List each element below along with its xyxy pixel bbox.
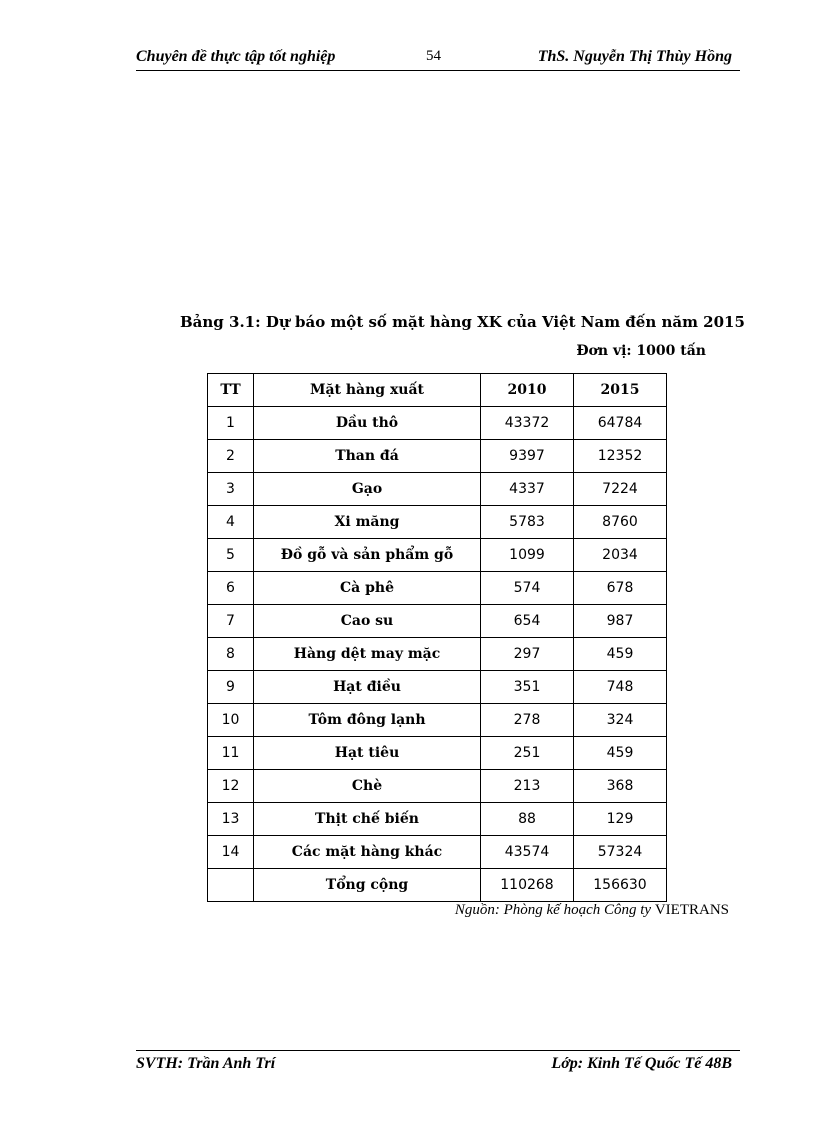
- value-2010: 1099: [481, 539, 574, 572]
- table-row: [208, 671, 667, 704]
- footer-class: Lớp: Kinh Tế Quốc Tế 48B: [551, 1055, 732, 1072]
- row-number: 8: [208, 638, 254, 671]
- value-2015: 987: [574, 605, 667, 638]
- value-2010: 297: [481, 638, 574, 671]
- source-label: Nguồn: Phòng kế hoạch Công ty: [454, 902, 655, 918]
- product-name: Hàng dệt may mặc: [254, 638, 481, 671]
- table-row: [208, 572, 667, 605]
- page-footer: [136, 1050, 740, 1075]
- row-number: 13: [208, 803, 254, 836]
- product-name: Hạt điều: [254, 671, 481, 704]
- product-name: Tôm đông lạnh: [254, 704, 481, 737]
- row-number: 12: [208, 770, 254, 803]
- product-name: Dầu thô: [254, 407, 481, 440]
- table-total-row: [208, 869, 667, 902]
- value-2015: 156630: [574, 869, 667, 902]
- table-row: [208, 803, 667, 836]
- product-name: Than đá: [254, 440, 481, 473]
- row-number: 4: [208, 506, 254, 539]
- value-2010: 110268: [481, 869, 574, 902]
- value-2015: 12352: [574, 440, 667, 473]
- table-row: [208, 407, 667, 440]
- source-organization: VIETRANS: [654, 902, 729, 918]
- header-2010: 2010: [481, 374, 574, 407]
- table-row: [208, 539, 667, 572]
- product-name: Hạt tiêu: [254, 737, 481, 770]
- value-2015: 129: [574, 803, 667, 836]
- header-thesis-title: Chuyên đề thực tập tốt nghiệp: [136, 48, 336, 65]
- row-number: 1: [208, 407, 254, 440]
- value-2015: 324: [574, 704, 667, 737]
- product-name: Gạo: [254, 473, 481, 506]
- table-row: [208, 704, 667, 737]
- value-2015: 2034: [574, 539, 667, 572]
- value-2010: 4337: [481, 473, 574, 506]
- row-number: 5: [208, 539, 254, 572]
- product-name: Tổng cộng: [254, 869, 481, 902]
- page-number: 54: [426, 48, 441, 64]
- footer-student: SVTH: Trần Anh Trí: [136, 1055, 276, 1072]
- value-2015: 64784: [574, 407, 667, 440]
- table-unit: Đơn vị: 1000 tấn: [576, 343, 706, 359]
- value-2010: 278: [481, 704, 574, 737]
- header-advisor: ThS. Nguyễn Thị Thùy Hồng: [537, 48, 732, 65]
- table-body: [208, 407, 667, 902]
- table-row: [208, 770, 667, 803]
- value-2010: 9397: [481, 440, 574, 473]
- value-2010: 654: [481, 605, 574, 638]
- table-row: [208, 473, 667, 506]
- row-number: 11: [208, 737, 254, 770]
- value-2015: 678: [574, 572, 667, 605]
- table-row: [208, 737, 667, 770]
- value-2010: 213: [481, 770, 574, 803]
- product-name: Cà phê: [254, 572, 481, 605]
- value-2015: 8760: [574, 506, 667, 539]
- row-number: 2: [208, 440, 254, 473]
- table-row: [208, 440, 667, 473]
- value-2015: 368: [574, 770, 667, 803]
- value-2010: 88: [481, 803, 574, 836]
- product-name: Cao su: [254, 605, 481, 638]
- value-2010: 5783: [481, 506, 574, 539]
- row-number: 10: [208, 704, 254, 737]
- product-name: Các mặt hàng khác: [254, 836, 481, 869]
- value-2015: 459: [574, 737, 667, 770]
- table-row: [208, 638, 667, 671]
- value-2015: 7224: [574, 473, 667, 506]
- header-product: Mặt hàng xuất: [254, 374, 481, 407]
- value-2010: 574: [481, 572, 574, 605]
- table-row: [208, 605, 667, 638]
- product-name: Chè: [254, 770, 481, 803]
- product-name: Xi măng: [254, 506, 481, 539]
- table-header-row: [208, 374, 667, 407]
- row-number: [208, 869, 254, 902]
- row-number: 3: [208, 473, 254, 506]
- value-2010: 351: [481, 671, 574, 704]
- row-number: 14: [208, 836, 254, 869]
- product-name: Đồ gỗ và sản phẩm gỗ: [254, 539, 481, 572]
- value-2015: 459: [574, 638, 667, 671]
- table-caption: Bảng 3.1: Dự báo một số mặt hàng XK của Việt Nam đến năm 2015: [180, 313, 745, 331]
- header-2015: 2015: [574, 374, 667, 407]
- row-number: 6: [208, 572, 254, 605]
- row-number: 7: [208, 605, 254, 638]
- page-header: [136, 46, 740, 71]
- value-2015: 748: [574, 671, 667, 704]
- table-source: [455, 902, 729, 919]
- table-row: [208, 506, 667, 539]
- value-2010: 43574: [481, 836, 574, 869]
- row-number: 9: [208, 671, 254, 704]
- value-2015: 57324: [574, 836, 667, 869]
- export-forecast-table: [207, 373, 667, 902]
- table-row: [208, 836, 667, 869]
- value-2010: 251: [481, 737, 574, 770]
- header-tt: TT: [208, 374, 254, 407]
- value-2010: 43372: [481, 407, 574, 440]
- product-name: Thịt chế biến: [254, 803, 481, 836]
